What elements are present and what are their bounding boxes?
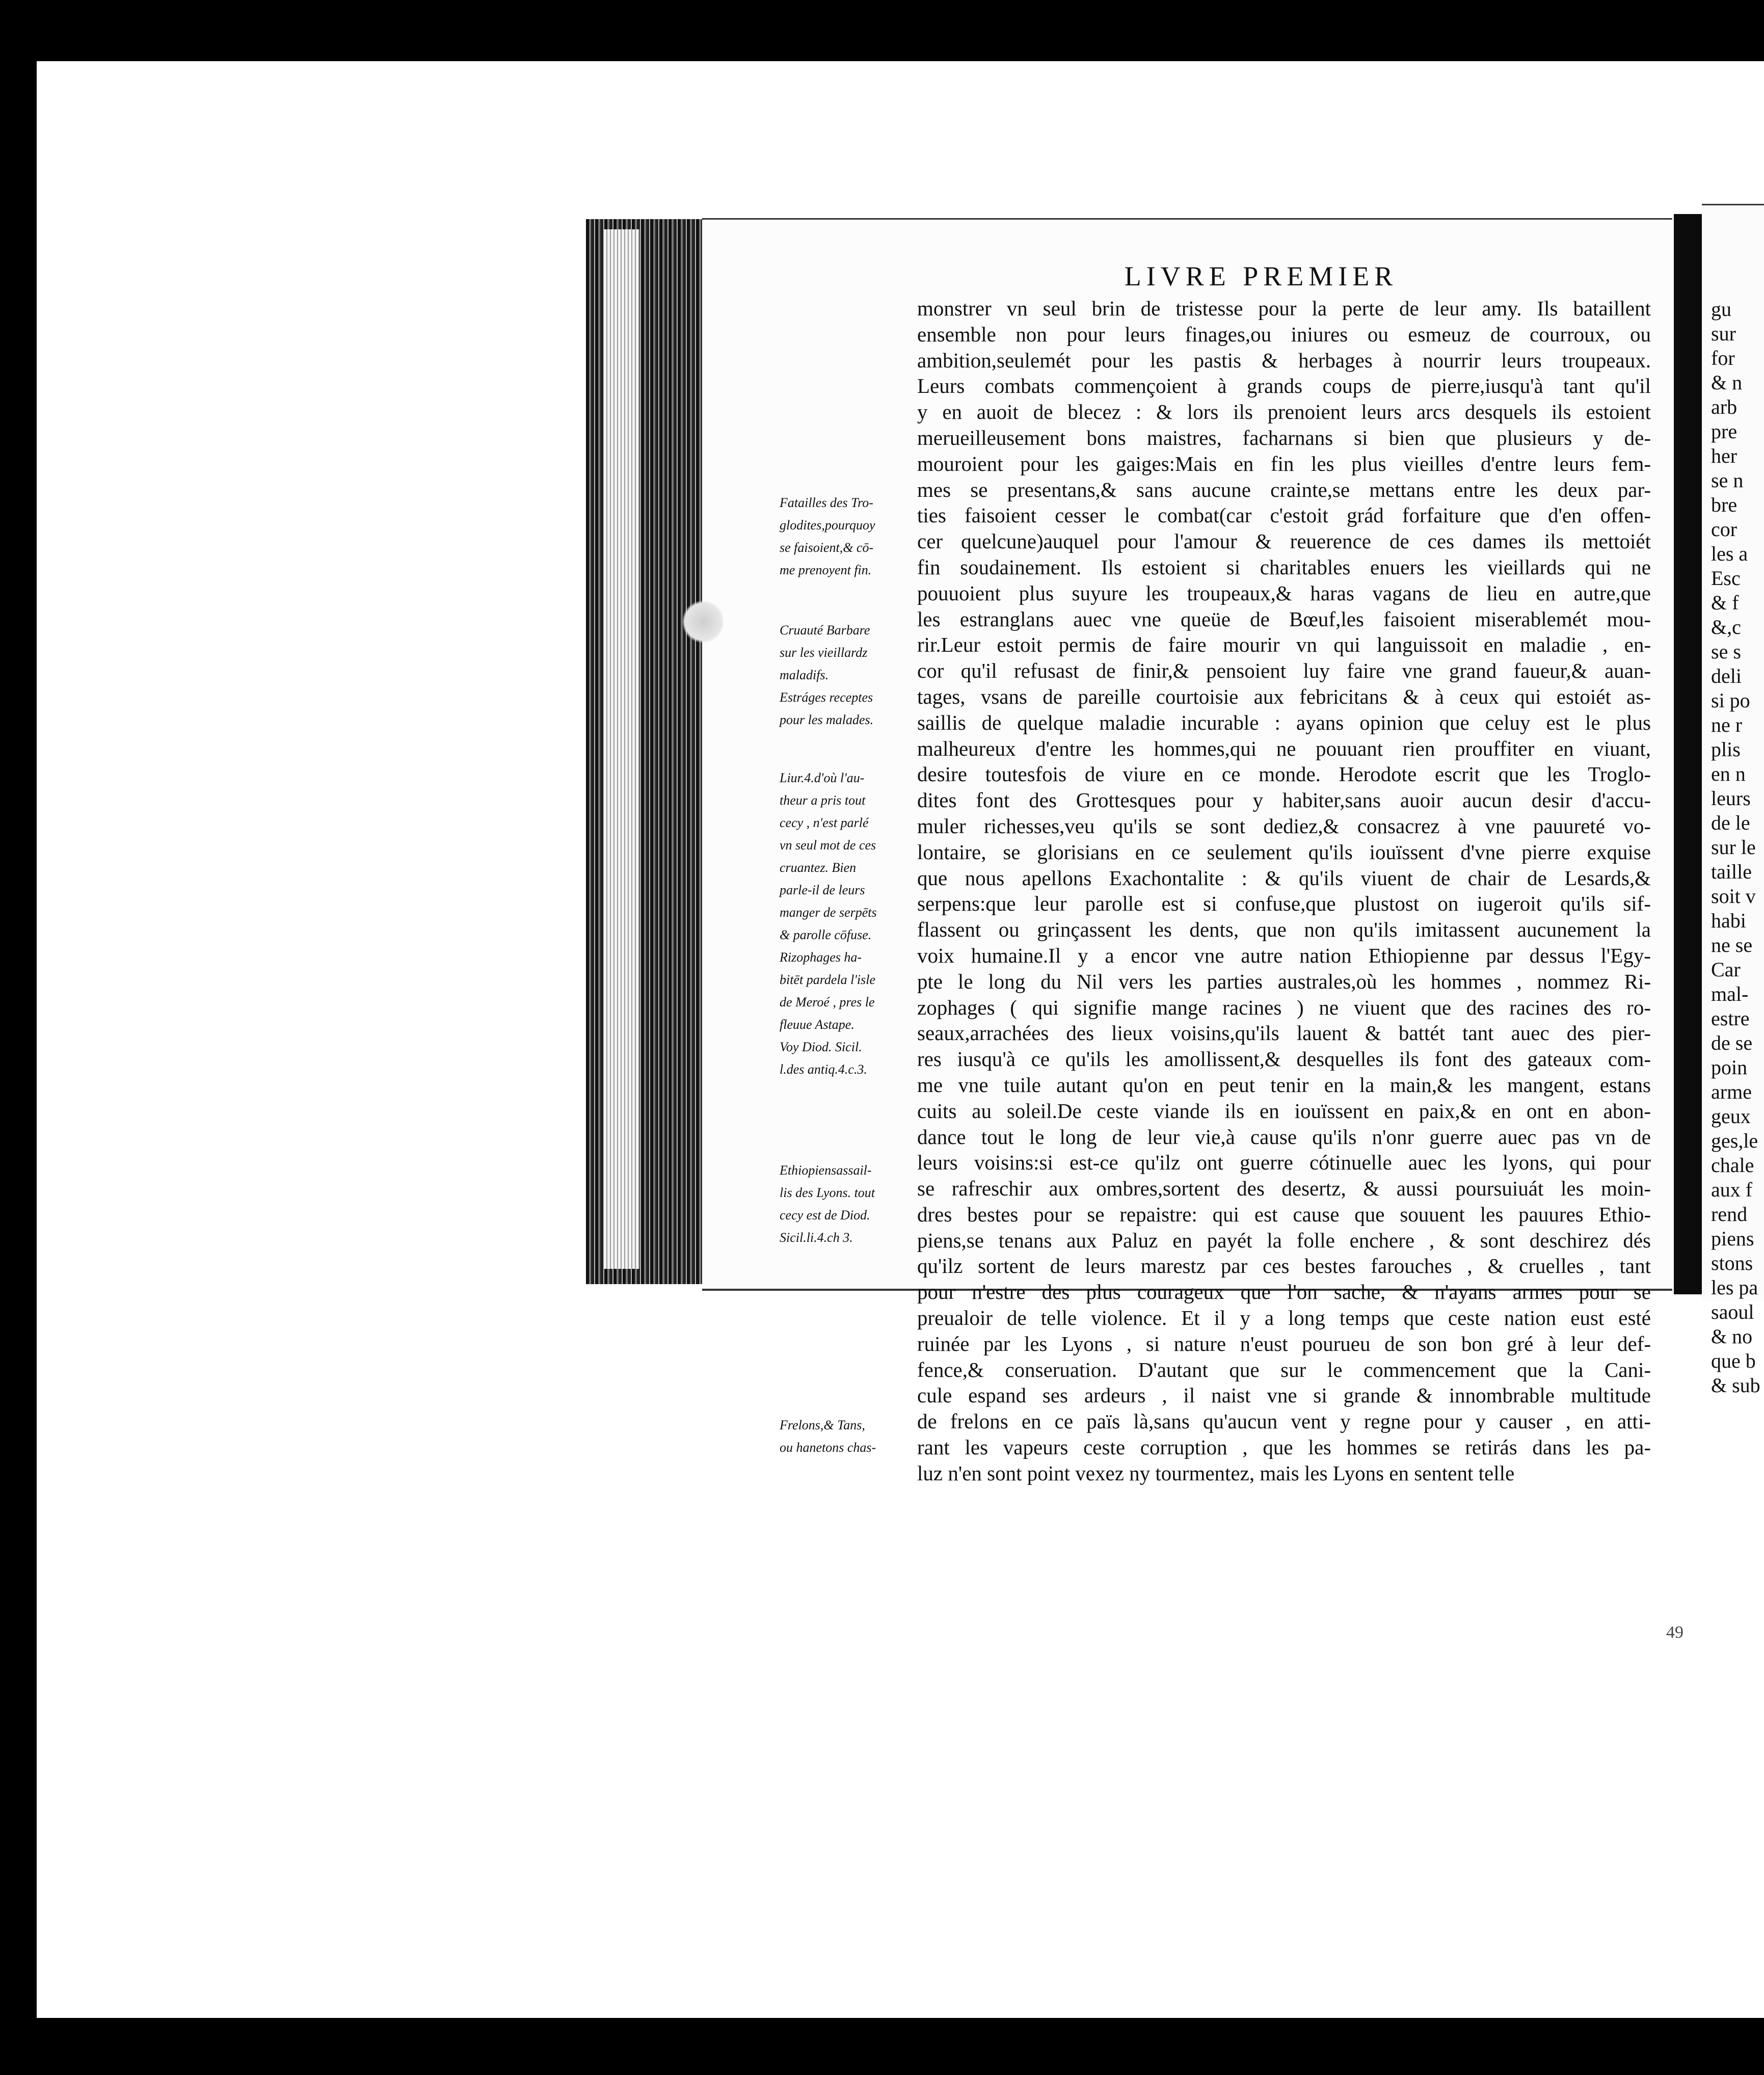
right-page bbox=[1702, 204, 1764, 1397]
right-page-fragment: de le bbox=[1711, 811, 1750, 834]
text-line: cor qu'il refusast de finir,& pensoient luy faire vne grand faueur,& auan- bbox=[917, 659, 1651, 683]
margin-note-line: lis des Lyons. tout bbox=[780, 1185, 875, 1200]
margin-note-line: Liur.4.d'où l'au- bbox=[780, 770, 865, 785]
right-page-fragment: les pa bbox=[1711, 1276, 1758, 1299]
text-line: lontaire, se glorisians en ce seulement qu'ils iouïssent d'vne pierre exquise bbox=[917, 840, 1651, 864]
text-line: dance tout le long de leur vie,à cause qu'ils n'onr guerre auec pas vn de bbox=[917, 1125, 1651, 1149]
text-line: desire toutesfois de viure en ce monde. Herodote escrit que les Troglo- bbox=[917, 762, 1651, 786]
margin-note-line: cruantez. Bien bbox=[780, 860, 857, 875]
text-line: les estranglans auec vne queüe de Bœuf,les faisoient miserablemét mou- bbox=[917, 607, 1651, 631]
book-gutter bbox=[1674, 214, 1702, 1294]
right-page-fragment: taille bbox=[1711, 860, 1752, 883]
text-line: rant les vapeurs ceste corruption , que les hommes se retirás dans les pa- bbox=[917, 1435, 1651, 1459]
margin-note-line: manger de serpēts bbox=[780, 905, 877, 920]
margin-note-line: Estráges receptes bbox=[780, 690, 873, 705]
text-line: leurs voisins:si est-ce qu'ilz ont guerre cótinuelle auec les lyons, qui pour bbox=[917, 1151, 1651, 1175]
text-line: de frelons en ce païs là,sans qu'aucun vent y regne pour y causer , en atti- bbox=[917, 1409, 1651, 1433]
text-line: serpens:que leur parolle est si confuse,que plustost on iugeroit qu'ils sif- bbox=[917, 892, 1651, 916]
margin-note-liure bbox=[780, 767, 907, 1081]
text-line: cuits au soleil.De ceste viande ils en iouïssent en paix,& en ont en abon- bbox=[917, 1099, 1651, 1123]
text-line: ties faisoient cesser le combat(car c'estoit grád forfaiture que d'en offen- bbox=[917, 503, 1651, 527]
right-page-fragment: de se bbox=[1711, 1031, 1753, 1054]
right-page-fragment: ne se bbox=[1711, 934, 1753, 956]
right-page-fragment: bre bbox=[1711, 493, 1738, 516]
right-page-fragment: se s bbox=[1711, 640, 1741, 663]
text-line: fence,& conseruation. D'autant que sur le commencement que la Cani- bbox=[917, 1358, 1651, 1381]
text-line: dres bestes pour se repaistre: qui est cause que souuent les pauures Ethio- bbox=[917, 1202, 1651, 1226]
text-line: piens,se tenans aux Paluz en payét la folle enchere , & sont deschirez dés bbox=[917, 1228, 1651, 1252]
text-line: luz n'en sont point vexez ny tourmentez, mais les Lyons en sentent telle bbox=[917, 1461, 1515, 1485]
margin-note-cruaute bbox=[780, 619, 907, 731]
page-block-fore-edge bbox=[604, 229, 639, 1269]
right-page-fragment: &,c bbox=[1711, 616, 1741, 639]
text-line: malheureux d'entre les hommes,qui ne pouuant rien prouffiter en viuant, bbox=[917, 736, 1651, 760]
text-line: zophages ( qui signifie mange racines ) ne viuent que des racines des ro- bbox=[917, 995, 1651, 1019]
margin-note-line: se faisoient,& cō- bbox=[780, 540, 874, 555]
right-page-fragment: rend bbox=[1711, 1203, 1748, 1226]
text-line: cule espand ses ardeurs , il naist vne si grande & innombrable multitude bbox=[917, 1384, 1651, 1407]
right-page-fragment: saoul bbox=[1711, 1300, 1754, 1323]
scan-border-bottom bbox=[0, 2018, 1764, 2075]
right-page-fragment: cor bbox=[1711, 518, 1738, 541]
margin-note-line: Rizophages ha- bbox=[780, 950, 862, 965]
text-line: dites font des Grottesques pour y habiter,sans auoir aucun desir d'accu- bbox=[917, 788, 1651, 812]
right-page-fragment: arme bbox=[1711, 1080, 1752, 1103]
text-line: voix humaine.Il y a encor vne autre nation Ethiopienne par dessus l'Egy- bbox=[917, 943, 1651, 967]
right-page-fragment: her bbox=[1711, 444, 1738, 467]
margin-note-line: pour les malades. bbox=[780, 712, 874, 727]
margin-note-line: sur les vieillardz bbox=[780, 645, 868, 660]
right-page-fragment: & sub bbox=[1711, 1374, 1760, 1397]
right-page-fragment: & f bbox=[1711, 591, 1739, 614]
margin-note-line: cecy est de Diod. bbox=[780, 1208, 870, 1222]
right-page-fragment: Esc bbox=[1711, 567, 1741, 590]
margin-note-line: & parolle cōfuse. bbox=[780, 927, 872, 942]
right-page-fragment: aux f bbox=[1711, 1178, 1753, 1201]
text-line: merueilleusement bons maistres, facharnans si bien que plusieurs y de- bbox=[917, 425, 1651, 449]
margin-note-line: Frelons,& Tans, bbox=[780, 1418, 865, 1432]
text-line: muler richesses,veu qu'ils se sont dediez,& consacrez à vne pauureté vo- bbox=[917, 814, 1651, 838]
page-stain bbox=[683, 599, 724, 645]
margin-note-line: Fatailles des Tro- bbox=[780, 495, 873, 510]
right-page-fragment: ne r bbox=[1711, 713, 1743, 736]
running-head: LIVRE PREMIER bbox=[1124, 261, 1398, 291]
right-page-fragment: en n bbox=[1711, 762, 1746, 785]
right-page-fragment: mal- bbox=[1711, 982, 1749, 1005]
right-page-fragment: Car bbox=[1711, 958, 1741, 981]
page-number: 49 bbox=[1666, 1623, 1683, 1642]
margin-note-frelons bbox=[780, 1414, 907, 1459]
right-page-fragment: piens bbox=[1711, 1227, 1754, 1250]
right-page-fragment: se n bbox=[1711, 469, 1744, 492]
margin-note-line: glodites,pourquoy bbox=[780, 518, 875, 533]
text-line: res iusqu'à ce qu'ils les amollissent,& desquelles ils font des gateaux com- bbox=[917, 1047, 1651, 1071]
text-line: preualoir de telle violence. Et il y a long temps que ceste nation eust esté bbox=[917, 1306, 1651, 1330]
margin-note-line: bitēt pardela l'isle bbox=[780, 972, 876, 987]
right-page-fragment: que b bbox=[1711, 1349, 1756, 1372]
text-line: ambition,seulemét pour les pastis & herbages à nourrir leurs troupeaux. bbox=[917, 348, 1651, 372]
right-page-fragment: & no bbox=[1711, 1325, 1753, 1348]
right-page-fragment: deli bbox=[1711, 664, 1742, 687]
text-line: saillis de quelque maladie incurable : ayans opinion que celuy est le plus bbox=[917, 710, 1651, 734]
right-page-fragment: & n bbox=[1711, 371, 1743, 394]
text-line: seaux,arrachées des lieux voisins,qu'ils lauent & battét tant auec des pier- bbox=[917, 1021, 1651, 1045]
margin-note-line: Sicil.li.4.ch 3. bbox=[780, 1230, 853, 1245]
margin-note-line: ou hanetons chas- bbox=[780, 1440, 876, 1455]
right-page-fragment: ges,le bbox=[1711, 1129, 1758, 1152]
margin-note-line: maladifs. bbox=[780, 668, 829, 682]
text-line: Leurs combats commençoient à grands coups de pierre,iusqu'à tant qu'il bbox=[917, 374, 1651, 398]
right-page-fragment: plis bbox=[1711, 738, 1741, 761]
body-text bbox=[917, 296, 1651, 1486]
right-page-fragment: estre bbox=[1711, 1007, 1750, 1030]
text-line: mouroient pour les gaiges:Mais en fin les plus vieilles d'entre leurs fem- bbox=[917, 451, 1651, 475]
margin-note-line: parle-il de leurs bbox=[780, 883, 865, 897]
text-line: y en auoit de blecez : & lors ils prenoient leurs arcs desquels ils estoient bbox=[917, 400, 1651, 424]
margin-note-line: fleuue Astape. bbox=[780, 1017, 854, 1032]
margin-note-line: l.des antiq.4.c.3. bbox=[780, 1062, 867, 1077]
margin-note-ethiopiens bbox=[780, 1159, 907, 1249]
right-page-fragment: gu bbox=[1711, 298, 1731, 321]
right-page-fragment: geux bbox=[1711, 1105, 1751, 1128]
margin-note-line: Ethiopiensassail- bbox=[780, 1163, 872, 1178]
text-line: mes se presentans,& sans aucune crainte,se mettans entre les deux par- bbox=[917, 477, 1651, 501]
text-line: pour n'estre des plus courageux que l'on sache, & n'ayans armes pour se bbox=[917, 1280, 1651, 1304]
margin-note-line: theur a pris tout bbox=[780, 793, 866, 808]
right-page-fragment: for bbox=[1711, 347, 1735, 369]
right-page-fragment: habi bbox=[1711, 909, 1746, 932]
right-page-fragment: chale bbox=[1711, 1154, 1754, 1177]
text-line: se rafreschir aux ombres,sortent des desertz, & aussi poursuiuát les moin- bbox=[917, 1177, 1651, 1201]
margin-note-line: de Meroé , pres le bbox=[780, 995, 875, 1009]
text-line: rir.Leur estoit permis de faire mourir vn qui languissoit en maladie , en- bbox=[917, 633, 1651, 657]
right-page-fragment: soit v bbox=[1711, 885, 1756, 908]
text-line: monstrer vn seul brin de tristesse pour la perte de leur amy. Ils bataillent bbox=[917, 297, 1651, 320]
text-line: pte le long du Nil vers les parties australes,où les hommes , nommez Ri- bbox=[917, 969, 1651, 993]
text-line: qu'ilz sortent de leurs marestz par ces bestes farouches , & cruelles , tant bbox=[917, 1254, 1651, 1278]
right-page-fragment: sur bbox=[1711, 322, 1736, 345]
text-line: ruinée par les Lyons , si nature n'eust pourueu de son bon gré à leur def- bbox=[917, 1332, 1651, 1355]
right-page-fragment: les a bbox=[1711, 542, 1748, 565]
right-page-fragment: sur le bbox=[1711, 836, 1756, 859]
text-line: me vne tuile autant qu'on en peut tenir en la main,& les mangent, estans bbox=[917, 1073, 1651, 1097]
right-page-fragment: si po bbox=[1711, 689, 1750, 712]
text-line: cer quelcune)auquel pour l'amour & reuerence de ces dames ils mettoiét bbox=[917, 529, 1651, 553]
text-line: ensemble non pour leurs finages,ou iniures ou esmeuz de courroux, ou bbox=[917, 322, 1651, 346]
margin-note-line: me prenoyent fin. bbox=[780, 563, 872, 577]
margin-note-line: Cruauté Barbare bbox=[780, 623, 870, 637]
text-line: tages, vsans de pareille courtoisie aux febricitans & à ceux qui estoiét as- bbox=[917, 684, 1651, 708]
text-line: que nous apellons Exachontalite : & qu'ils viuent de chair de Lesards,& bbox=[917, 866, 1651, 890]
right-page-fragment: poin bbox=[1711, 1056, 1748, 1079]
margin-note-line: Voy Diod. Sicil. bbox=[780, 1040, 862, 1054]
right-page-fragment: stons bbox=[1711, 1252, 1753, 1274]
scan-border-left bbox=[0, 0, 37, 2075]
margin-note-troglodites bbox=[780, 492, 907, 581]
right-page-fragment: arb bbox=[1711, 395, 1738, 418]
right-page-fragment: pre bbox=[1711, 420, 1738, 443]
margin-note-line: vn seul mot de ces bbox=[780, 838, 876, 853]
scan-border-top bbox=[0, 0, 1764, 61]
text-line: fin soudainement. Ils estoient si charitables enuers les vieillards qui ne bbox=[917, 555, 1651, 579]
text-line: pouuoient plus suyure les troupeaux,& haras vagans de lieu en autre,que bbox=[917, 581, 1651, 605]
text-line: flassent ou grinçassent les dents, que non qu'ils imitassent aucunement la bbox=[917, 918, 1651, 942]
margin-note-line: cecy , n'est parlé bbox=[780, 815, 869, 830]
right-page-fragment: leurs bbox=[1711, 787, 1751, 810]
